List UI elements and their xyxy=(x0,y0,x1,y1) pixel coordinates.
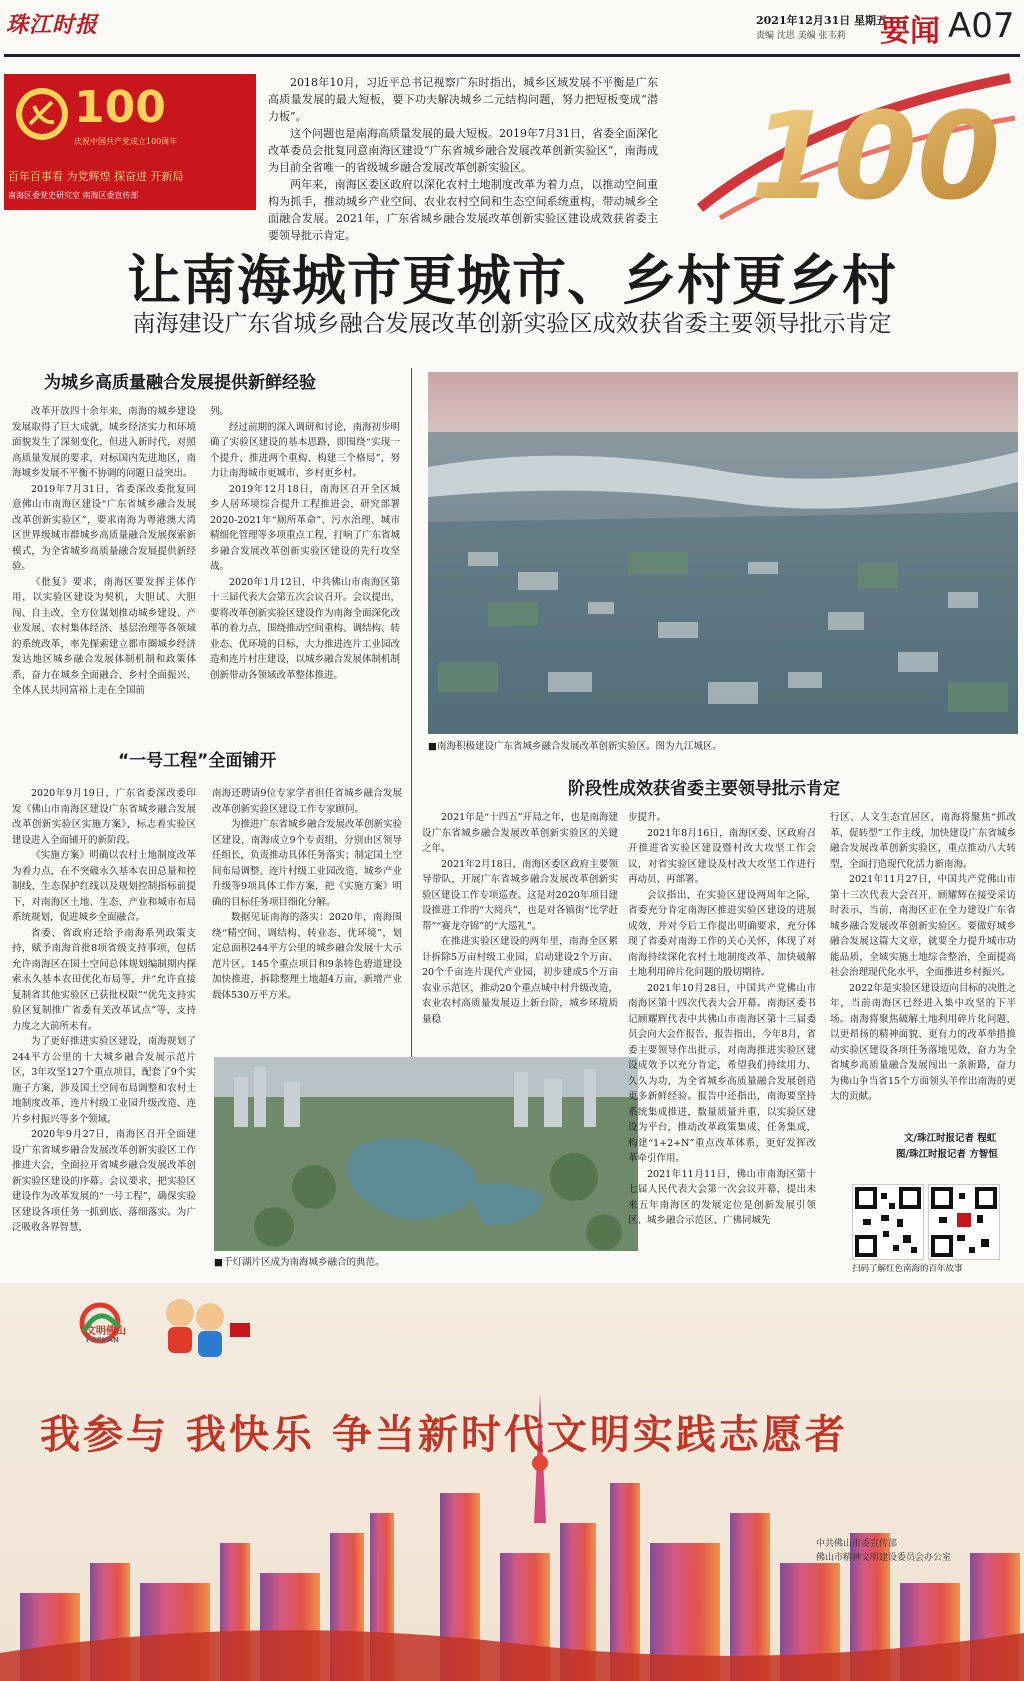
paragraph: 2021年11月11日，佛山市南海区第十七届人民代表大会第一次会议开幕，提出未来五年南海区的发展定位是创新发展引领区、城乡融合示范区、广佛同城先 xyxy=(628,1168,816,1226)
paragraph: 《批复》要求，南海区要发挥主体作用，以实验区建设为契机，大胆试、大胆闯、自主改，全方位谋划推动城乡建设、产业发展、农村集体经济、基层治理等各领域的系统改革，率先探索建立都市圈城乡经济发达地区城乡融合发展体制机制和政策体系，奋力在城乡全面融合、乡村全面振兴、全体人民共同富裕上走在全国前 xyxy=(12,576,196,696)
section-1-column-1 xyxy=(12,404,196,728)
paragraph: 数据见证南海的落实：2020年，南海围绕“精空间、调结构、转业态、优环境”，划定总面积244平方公里的城乡融合发展十大示范片区，145个重点项目和9条特色碧道建设加快推进，拆除整理土地超4万亩，新增产业载体530万平方米。 xyxy=(212,912,402,1001)
paragraph: 2022年是实验区建设迈向目标的决胜之年，当前南海区已经进入集中攻坚的下半场。南海将聚焦破解土地利用碎片化问题，以更昂扬的精神面貌、更有力的改革举措推动实验区建设各项任务落地见效，奋力为全省城乡高质量融合发展闯出一条新路，奋力为佛山争当省15个方面领头羊作出南海的更大的贡献。 xyxy=(830,982,1016,1102)
qr-code-icon[interactable] xyxy=(928,1184,1000,1260)
aerial-photo-qiandenghu xyxy=(214,1057,638,1251)
ad-logo-text: 文明佛山 xyxy=(86,1326,126,1337)
section-2-title: “一号工程”全面铺开 xyxy=(118,751,277,771)
centenary-badge xyxy=(4,74,256,210)
paragraph: 2021年是“十四五”开局之年，也是南海建设广东省城乡融合发展改革创新实验区的关键之年。 xyxy=(422,812,618,854)
ad-organizer-line: 佛山市精神文明建设委员会办公室 xyxy=(816,1553,952,1563)
section-1-title: 为城乡高质量融合发展提供新鲜经验 xyxy=(44,373,316,393)
paragraph: 2021年11月27日，中国共产党佛山市第十三次代表大会召开，顾耀辉在接受采访时表示，当前，南海区正在全力建设广东省城乡融合发展改革创新实验区。要做好城乡融合发展这篇大文章，就要全力提升城市功能品质，全域实施土地综合整治，全面提高社会治理现代化水平，全面推进乡村振兴。 xyxy=(830,874,1016,978)
byline-text: 文/珠江时报记者 程虹 xyxy=(904,1133,997,1144)
qr-caption: 扫码了解红色南海的百年故事 xyxy=(852,1264,963,1274)
paragraph: 会议指出，在实验区建设两周年之际，省委充分肯定南海区推进实验区建设的进展成效，并对今后工作提出明确要求，充分体现了省委对南海工作的关心关怀，体现了对南海持续深化农村土地制度改革、加快破解土地利用碎片化问题的殷切期待。 xyxy=(628,889,816,978)
centenary-100-graphic xyxy=(690,58,1020,228)
paragraph: 2021年8月16日，南海区委、区政府召开推进省实验区建设暨村改大攻坚工作会议，对省实验区建设及村改大攻坚工作进行再动员、再部署。 xyxy=(628,827,816,885)
section-label: 要闻 xyxy=(880,14,940,49)
ad-organizer xyxy=(816,1537,951,1565)
paragraph: 《实施方案》明确以农村土地制度改革为着力点，在不突破永久基本农田总量和控制线、生态保护红线以及规划控制指标前提下，对南海区土地、生态、产业和城市布局系统规划，促进城乡全面融合。 xyxy=(12,850,196,923)
section-3-column-1 xyxy=(422,810,618,1054)
ad-organizer-line: 中共佛山市委宣传部 xyxy=(816,1539,898,1549)
paragraph: 改革开放四十余年来，南海的城乡建设发展取得了巨大成就，城乡经济实力和环境面貌发生了深刻变化，但进入新时代，对照高质量发展的要求，对标国内先进地区，南海城乡发展不平衡不协调的问题日益突出。 xyxy=(12,406,196,479)
paragraph: 为推进广东省城乡融合发展改革创新实验区建设，南海成立9个专责组，分别由区领导任组长，负责推动具体任务落实；制定国土空间布局调整、连片村级工业园改造、城乡产业升级等9项具体工作方案，把《实施方案》明确的目标任务项目细化分解。 xyxy=(212,819,402,908)
masthead-rule xyxy=(4,54,1020,57)
intro-paragraph: 2018年10月，习近平总书记视察广东时指出，城乡区域发展不平衡是广东高质量发展的最大短板，要下功夫解决城乡二元结构问题，努力把短板变成“潜力板”。 xyxy=(268,76,658,123)
ad-logo-sub: FOSHAN xyxy=(86,1336,119,1344)
paragraph: 在推进实验区建设的两年里，南海全区累计拆除5万亩村级工业园，启动建设2个万亩、20个千亩连片现代产业园，初步建成5个万亩农业示范区，推动20个重点城中村升级改造，农业农村高质量发展迈上新台阶，城乡环境质量稳 xyxy=(422,936,618,1025)
ad-slogan: 我参与 我快乐 争当新时代文明实践志愿者 xyxy=(40,1411,848,1458)
badge-slogan: 百年百事看 为党辉煌 探奋进 开新局 xyxy=(8,170,184,183)
editors-line: 责编 沈思 美编 张韦莉 xyxy=(756,31,846,41)
paragraph: 2019年12月18日，南海区召开全区城乡人居环境综合提升工程推进会，研究部署2020-2021年“厕所革命”、污水治理、城市精细化管理等多项重点工程，打响了广东省城乡融合发展改革创新实验区建设的先行攻坚战。 xyxy=(210,483,400,572)
section-3-column-2 xyxy=(628,810,816,1270)
badge-tag: 庆祝中国共产党成立100周年 xyxy=(74,137,178,146)
page-number: A07 xyxy=(948,6,1015,46)
paragraph: 行区、人文生态宜居区，南海将聚焦“抓改革、促转型”工作主线，加快建设广东省城乡融合发展改革创新实验区，重点推动八大转型，全面打造现代化活力新南海。 xyxy=(830,812,1016,870)
paragraph: 省委、省政府还给予南海系列政策支持，赋予南海首批8项省级支持事项，包括允许南海区在国土空间总体规划编制期内探索永久基本农田优化布局等，并“允许直接复制省其他实验区已获批权限”“优先支持实验区复制推广省委有关改革试点”等，支持力度之大前所未有。 xyxy=(12,927,196,1032)
party-emblem-icon xyxy=(12,84,72,144)
section-3-column-3 xyxy=(830,810,1016,1124)
section-2-column-1 xyxy=(12,786,196,1256)
aerial-photo-jiujiang xyxy=(428,372,1018,734)
paragraph: 2021年10月28日，中国共产党佛山市南海区第十四次代表大会开幕。南海区委书记顾耀辉代表中共佛山市南海区第十三届委员会向大会作报告，报告指出，今年8月，省委主要领导作出批示，对南海推进实验区建设成效予以充分肯定，希望我们持续用力、久久为功，为全省城乡高质量融合发展创造更多新鲜经验。报告中还指出，南海要坚持系统集成推进，数量质量并重，以实验区建设为平台，推动改革政策集成、任务集成，构建“1+2+N”重点改革体系，更好发挥改革牵引作用。 xyxy=(628,982,816,1164)
paragraph: 南海还聘请9位专家学者担任省城乡融合发展改革创新实验区建设工作专家顾问。 xyxy=(212,788,402,815)
paragraph: 经过前期的深入调研和讨论，南海初步明确了实验区建设的基本思路，即围绕“实现一个提升、推进两个重构、构建三个格局”，努力让南海城市更城市、乡村更乡村。 xyxy=(210,421,400,479)
section-2-column-2 xyxy=(212,786,402,1052)
newspaper-name: 珠江时报 xyxy=(6,12,99,38)
section-1-column-2 xyxy=(210,404,400,728)
intro-paragraph: 两年来，南海区委区政府以深化农村土地制度改革为着力点，以推动空间重构为抓手，推动城乡产业空间、农业农村空间和生态空间系统重构，带动城乡全面融合发展。2021年，广东省城乡融合发展改革创新实验区建设成效获省委主要领导批示肯定。 xyxy=(268,178,658,242)
photo-1-caption: ■南海积极建设广东省城乡融合发展改革创新实验区。图为九江城区。 xyxy=(428,741,722,752)
paragraph: 为了更好推进实验区建设，南海规划了244平方公里的十大城乡融合发展示范片区，3年攻坚127个重点项目，配套了9个实施子方案，涉及国土空间布局调整和农村土地制度改革、连片村级工业园升级改造、连片乡村振兴等多个领域。 xyxy=(12,1036,196,1125)
sub-headline: 南海建设广东省城乡融合发展改革创新实验区成效获省委主要领导批示肯定 xyxy=(132,311,892,337)
issue-date: 2021年12月31日 星期五 xyxy=(756,14,888,27)
section-3-title: 阶段性成效获省委主要领导批示肯定 xyxy=(568,779,840,799)
byline-photo: 图/珠江时报记者 方智恒 xyxy=(896,1149,998,1160)
intro-paragraph: 这个问题也是南海高质量发展的最大短板。2019年7月31日，省委全面深化改革委员会批复同意南海区建设“广东省城乡融合发展改革创新实验区”，南海成为目前全省唯一的省级城乡融合发展改革创新实验区。 xyxy=(268,127,658,174)
graphic-100-text: 100 xyxy=(750,88,1001,227)
paragraph: 2020年9月27日，南海区召开全面建设广东省城乡融合发展改革创新实验区工作推进大会，全面拉开省城乡融合发展改革创新实验区建设的序幕。会议要求，把实验区建设作为改革发展的“一号工程”，确保实验区建设各项任务一抓到底、落细落实。为广泛吸收各界智慧， xyxy=(12,1129,196,1233)
civic-volunteer-banner xyxy=(0,1283,1024,1681)
photo-2-caption: ■千灯湖片区成为南海城乡融合的典范。 xyxy=(214,1257,385,1268)
paragraph: 2020年1月12日，中共佛山市南海区第十三届代表大会第五次会议召开。会议提出，要将改革创新实验区建设作为南海全面深化改革的着力点，围绕推动空间重构、调结构、转业态、优环境的目标，大力推进连片工业园改造和连片村庄建设，以城乡融合发展体制机制创新带动各领域改革整体推进。 xyxy=(210,576,400,681)
intro-text xyxy=(268,74,658,244)
paragraph: 步提升。 xyxy=(628,812,667,823)
badge-subline: 南海区委党史研究室 南海区委宣传部 xyxy=(8,191,139,200)
paragraph: 2021年2月18日，南海区委区政府主要领导带队，开展广东省城乡融合发展改革创新实验区建设工作专项巡查。这是对2020年项目建设推进工作的“大阅兵”，也是对各镇街“比学赶帮”“赛龙夺锦”的“大巡礼”。 xyxy=(422,858,618,932)
badge-number: 100 xyxy=(74,82,166,133)
main-headline: 让南海城市更城市、乡村更乡村 xyxy=(127,249,897,312)
paragraph: 2020年9月19日，广东省委深改委印发《佛山市南海区建设广东省城乡融合发展改革创新实验区实施方案》，标志着实验区建设进入全面铺开的新阶段。 xyxy=(12,788,196,846)
paragraph: 列。 xyxy=(210,406,230,417)
qr-code-icon[interactable] xyxy=(852,1184,924,1260)
paragraph: 2019年7月31日，省委深改委批复同意佛山市南海区建设“广东省城乡融合发展改革创新实验区”，要求南海为粤港澳大湾区世界级城市群城乡高质量融合发展探索新模式，为全省城乡高质量融合发展提供新经验。 xyxy=(12,483,196,572)
